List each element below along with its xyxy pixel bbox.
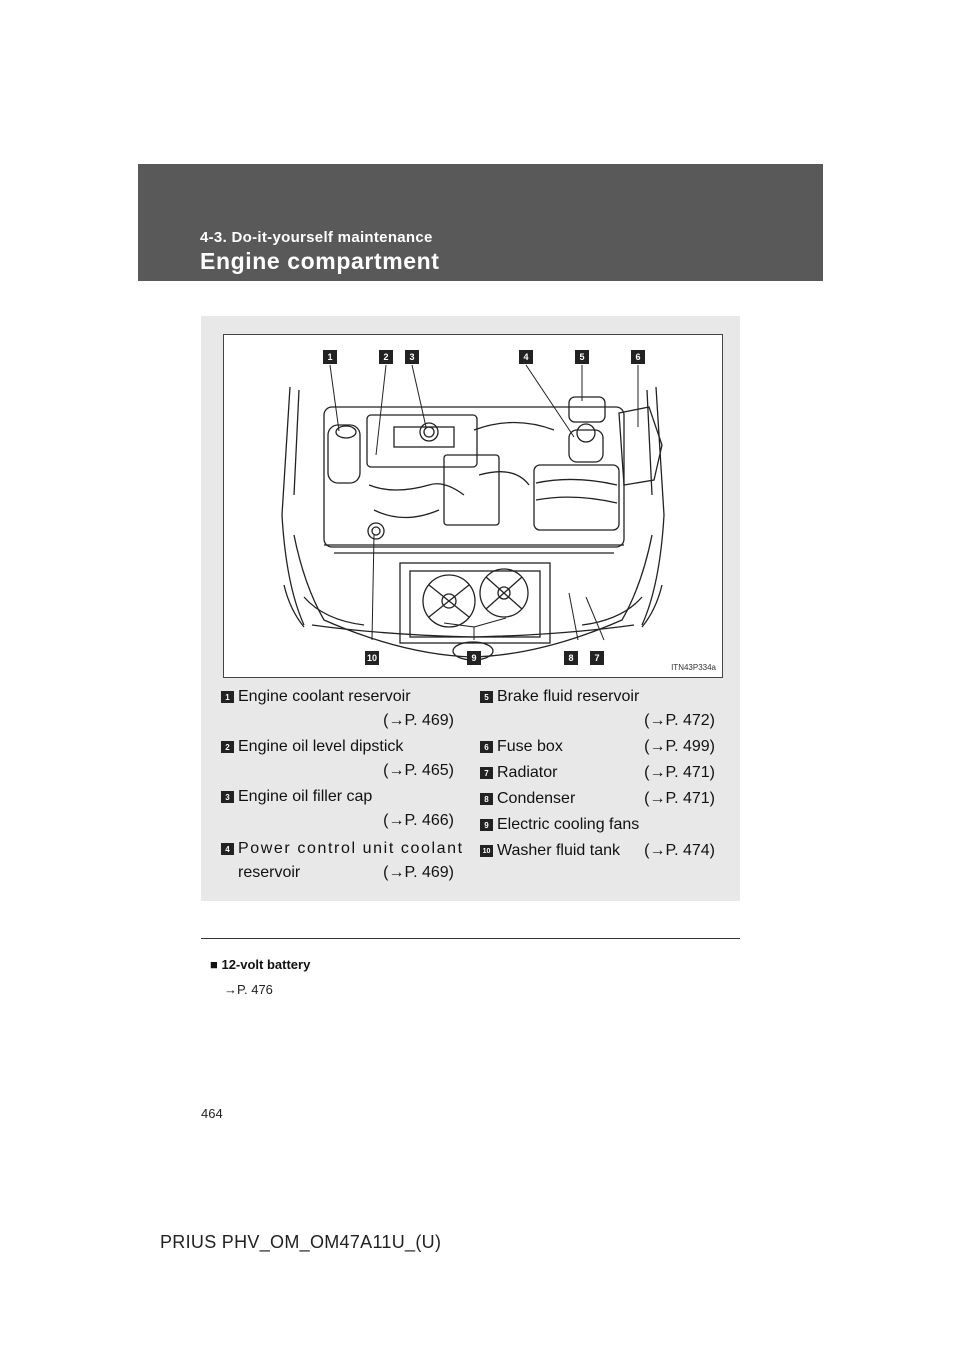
callout-5: 5 [575,350,589,364]
legend-badge: 10 [480,845,493,857]
chapter-header [138,164,823,281]
legend-label: Washer fluid tank [497,842,621,859]
legend-item-2 [221,738,461,782]
legend-badge: 9 [480,819,493,831]
legend-ref: (→P. 474) [644,842,715,859]
legend-label: Engine oil level dipstick [238,738,404,755]
callout-7: 7 [590,651,604,665]
legend-badge: 4 [221,843,234,855]
legend-label: Radiator [497,764,558,781]
legend-ref: (→P. 469) [383,864,454,881]
legend-badge: 6 [480,741,493,753]
page-title: Engine compartment [200,248,440,274]
engine-illustration [224,335,722,677]
legend-ref: (→P. 469) [383,712,454,729]
legend-item-3 [221,788,461,832]
callout-4: 4 [519,350,533,364]
note-title: ■ 12-volt battery [210,957,311,972]
legend-label: Brake fluid reservoir [497,688,640,705]
figure-code: ITN43P334a [671,663,716,672]
callout-1: 1 [323,350,337,364]
section-label: 4-3. Do-it-yourself maintenance [200,229,433,246]
legend-ref: (→P. 465) [383,762,454,779]
legend-item-10 [480,842,720,864]
legend-badge: 1 [221,691,234,703]
legend-ref: (→P. 466) [383,812,454,829]
callout-10: 10 [365,651,379,665]
legend-label: Condenser [497,790,576,807]
callout-9: 9 [467,651,481,665]
legend-badge: 5 [480,691,493,703]
legend-badge: 8 [480,793,493,805]
legend-ref: (→P. 472) [644,712,715,729]
legend-item-4 [221,840,464,884]
legend-item-7 [480,764,720,786]
engine-diagram [223,334,723,678]
legend-badge: 3 [221,791,234,803]
legend-label: Engine coolant reservoir [238,688,411,705]
legend-label: Fuse box [497,738,563,755]
legend-label: Power control unit coolant [238,840,464,857]
legend-item-1 [221,688,461,732]
figure-panel [201,316,740,901]
legend-badge: 7 [480,767,493,779]
page-number: 464 [201,1106,223,1121]
callout-2: 2 [379,350,393,364]
legend-item-9 [480,816,720,838]
legend-badge: 2 [221,741,234,753]
note-body: →P. 476 [224,982,273,997]
legend-ref: (→P. 499) [644,738,715,755]
callout-8: 8 [564,651,578,665]
legend-item-6 [480,738,720,760]
divider [201,938,740,939]
legend-item-5 [480,688,720,732]
legend-item-8 [480,790,720,812]
legend-label: Electric cooling fans [497,816,640,833]
legend-ref: (→P. 471) [644,764,715,781]
legend-ref: (→P. 471) [644,790,715,807]
callout-6: 6 [631,350,645,364]
legend-label: Engine oil filler cap [238,788,373,805]
legend-label-cont: reservoir [238,864,301,881]
document-id: PRIUS PHV_OM_OM47A11U_(U) [160,1232,442,1252]
callout-3: 3 [405,350,419,364]
